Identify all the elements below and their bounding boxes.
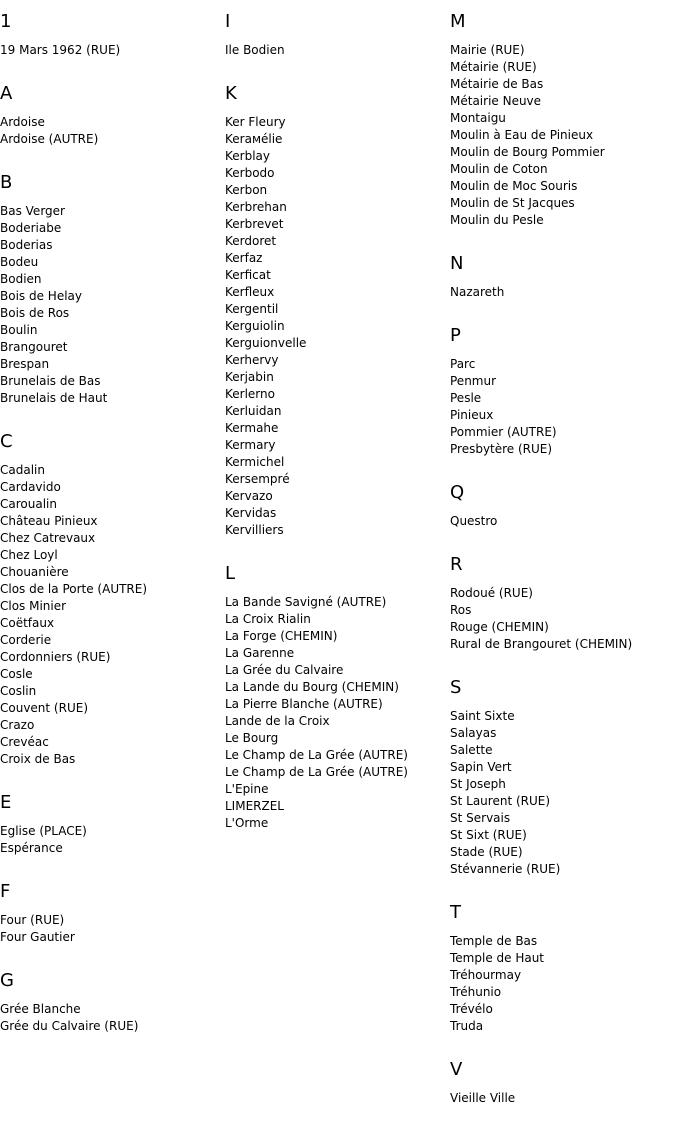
place-name-entry: Kerluidan <box>225 404 282 418</box>
place-name-entry: Chez Loyl <box>0 548 58 562</box>
index-section <box>0 792 222 857</box>
section-letter-heading: Q <box>450 482 465 503</box>
place-name-entry: Chez Catrevaux <box>0 531 96 545</box>
index-section <box>450 1059 672 1107</box>
place-name-entry: La Pierre Blanche (AUTRE) <box>225 697 383 711</box>
place-name-entry: Chouanière <box>0 565 69 579</box>
place-name-entry: Kerdoret <box>225 234 277 248</box>
place-name-entry: LIMERZEL <box>225 799 284 813</box>
place-name-entry: Corderie <box>0 633 52 647</box>
place-name-entry: Cardavido <box>0 480 61 494</box>
place-name-entry: Croix de Bas <box>0 752 76 766</box>
place-name-entry: St Servais <box>450 811 511 825</box>
place-name-entry: Four Gautier <box>0 930 75 944</box>
place-name-entry: Kerguionvelle <box>225 336 307 350</box>
place-name-entry: Clos Minier <box>0 599 67 613</box>
section-letter-heading: S <box>450 677 462 698</box>
place-name-entry: Tréhourmay <box>450 968 522 982</box>
index-section <box>450 677 672 878</box>
place-name-entry: Ile Bodien <box>225 43 285 57</box>
section-letter-heading: P <box>450 325 461 346</box>
place-name-entry: Le Champ de La Grée (AUTRE) <box>225 765 408 779</box>
place-name-entry: Kerguiolin <box>225 319 285 333</box>
section-letter-heading: M <box>450 11 466 32</box>
place-name-entry: Crazo <box>0 718 35 732</box>
place-name-entry: La Forge (CHEMIN) <box>225 629 338 643</box>
column-1 <box>0 11 222 1059</box>
place-name-entry: Kerjabin <box>225 370 274 384</box>
index-section <box>450 902 672 1035</box>
place-name-entry: Métairie (RUE) <box>450 60 537 74</box>
place-name-entry: Moulin de Coton <box>450 162 548 176</box>
place-name-entry: Kerbon <box>225 183 268 197</box>
place-name-entry: Stévannerie (RUE) <box>450 862 561 876</box>
place-name-entry: Pesle <box>450 391 482 405</box>
entry-list <box>450 513 672 530</box>
place-name-entry: Bas Verger <box>0 204 65 218</box>
place-name-entry: Boderias <box>0 238 53 252</box>
place-name-entry: Grée du Calvaire (RUE) <box>0 1019 139 1033</box>
place-name-entry: Kerblay <box>225 149 270 163</box>
place-name-entry: La Croix Rialin <box>225 612 311 626</box>
entry-list <box>225 42 447 59</box>
place-name-entry: Kerbodo <box>225 166 275 180</box>
place-name-entry: Coslin <box>0 684 37 698</box>
section-letter-heading: G <box>0 970 14 991</box>
entry-list <box>0 912 222 946</box>
place-name-entry: Kervilliers <box>225 523 284 537</box>
place-name-entry: Château Pinieux <box>0 514 98 528</box>
section-letter-heading: L <box>225 563 236 584</box>
index-section <box>225 83 447 539</box>
section-letter-heading: E <box>0 792 12 813</box>
place-name-entry: Mairie (RUE) <box>450 43 525 57</box>
place-name-entry: La Grée du Calvaire <box>225 663 344 677</box>
place-name-entry: Sapin Vert <box>450 760 512 774</box>
place-name-entry: Ker Fleury <box>225 115 286 129</box>
place-name-entry: Le Champ de La Grée (AUTRE) <box>225 748 408 762</box>
place-name-entry: Presbytère (RUE) <box>450 442 553 456</box>
section-letter-heading: N <box>450 253 464 274</box>
place-name-entry: Stade (RUE) <box>450 845 523 859</box>
place-name-entry: Cordonniers (RUE) <box>0 650 111 664</box>
place-name-entry: Moulin du Pesle <box>450 213 544 227</box>
index-section <box>450 482 672 530</box>
place-name-entry: Pinieux <box>450 408 494 422</box>
place-name-entry: Parc <box>450 357 476 371</box>
place-name-entry: Kerfleux <box>225 285 275 299</box>
place-name-entry: Questro <box>450 514 498 528</box>
place-name-entry: Trévélo <box>450 1002 493 1016</box>
place-name-entry: Le Bourg <box>225 731 279 745</box>
entry-list <box>225 114 447 539</box>
entry-list <box>450 585 672 653</box>
index-section <box>0 881 222 946</box>
place-name-entry: Bodeu <box>0 255 39 269</box>
place-name-entry: Bois de Helay <box>0 289 82 303</box>
place-name-entry: Tréhunio <box>450 985 502 999</box>
section-letter-heading: B <box>0 172 13 193</box>
place-name-entry: Lande de la Croix <box>225 714 330 728</box>
place-name-entry: Bois de Ros <box>0 306 70 320</box>
place-name-entry: Kerbrehan <box>225 200 287 214</box>
place-name-entry: Moulin de Bourg Pommier <box>450 145 605 159</box>
entry-list <box>0 203 222 407</box>
place-name-entry: Kerlerno <box>225 387 275 401</box>
place-name-entry: Salayas <box>450 726 497 740</box>
place-name-entry: La Lande du Bourg (CHEMIN) <box>225 680 399 694</box>
place-name-entry: Kermary <box>225 438 276 452</box>
place-name-entry: Grée Blanche <box>0 1002 81 1016</box>
place-name-entry: Rodoué (RUE) <box>450 586 533 600</box>
place-name-entry: Métairie Neuve <box>450 94 542 108</box>
section-letter-heading: C <box>0 431 13 452</box>
entry-list <box>0 462 222 768</box>
place-name-entry: Kervidas <box>225 506 277 520</box>
index-section <box>450 11 672 229</box>
column-2 <box>225 11 447 856</box>
place-name-entry: L'Orme <box>225 816 269 830</box>
index-section <box>450 253 672 301</box>
place-name-entry: Kervazo <box>225 489 273 503</box>
place-name-entry: Boulin <box>0 323 38 337</box>
place-name-entry: Brunelais de Haut <box>0 391 108 405</box>
index-section <box>225 563 447 832</box>
place-name-entry: Espérance <box>0 841 63 855</box>
section-letter-heading: F <box>0 881 11 902</box>
place-name-entry: La Garenne <box>225 646 295 660</box>
entry-list <box>450 284 672 301</box>
entry-list <box>0 42 222 59</box>
place-name-entry: Kerhervy <box>225 353 279 367</box>
place-name-entry: Boderiabe <box>0 221 62 235</box>
place-name-entry: Couvent (RUE) <box>0 701 89 715</box>
place-name-entry: Cosle <box>0 667 33 681</box>
place-name-entry: Brespan <box>0 357 50 371</box>
entry-list <box>0 114 222 148</box>
place-name-entry: Kerамélie <box>225 132 283 146</box>
entry-list <box>450 356 672 458</box>
index-section <box>225 11 447 59</box>
place-name-entry: L'Epine <box>225 782 269 796</box>
place-name-entry: St Sixt (RUE) <box>450 828 527 842</box>
section-letter-heading: A <box>0 83 13 104</box>
entry-list <box>450 1090 672 1107</box>
place-name-entry: Penmur <box>450 374 497 388</box>
place-name-entry: Rouge (CHEMIN) <box>450 620 549 634</box>
section-letter-heading: V <box>450 1059 463 1080</box>
index-section <box>450 554 672 653</box>
place-name-entry: Crevéac <box>0 735 49 749</box>
place-name-entry: Eglise (PLACE) <box>0 824 87 838</box>
place-name-entry: Kersempré <box>225 472 290 486</box>
place-name-entry: Kerfaz <box>225 251 263 265</box>
place-name-entry: Four (RUE) <box>0 913 65 927</box>
place-name-entry: Métairie de Bas <box>450 77 544 91</box>
place-name-entry: 19 Mars 1962 (RUE) <box>0 43 121 57</box>
place-name-entry: Truda <box>450 1019 484 1033</box>
place-name-entry: Rural de Brangouret (CHEMIN) <box>450 637 633 651</box>
index-section <box>0 11 222 59</box>
place-name-entry: Ros <box>450 603 472 617</box>
entry-list <box>0 823 222 857</box>
section-letter-heading: I <box>225 11 231 32</box>
place-name-entry: Saint Sixte <box>450 709 515 723</box>
place-name-entry: Moulin de St Jacques <box>450 196 575 210</box>
entry-list <box>450 933 672 1035</box>
place-name-entry: Kergentil <box>225 302 279 316</box>
column-3 <box>450 11 672 1131</box>
place-name-entry: Clos de la Porte (AUTRE) <box>0 582 148 596</box>
place-name-entry: Nazareth <box>450 285 505 299</box>
place-name-entry: St Laurent (RUE) <box>450 794 551 808</box>
place-name-entry: Bodien <box>0 272 42 286</box>
place-name-entry: Ardoise (AUTRE) <box>0 132 99 146</box>
place-name-entry: Temple de Bas <box>450 934 538 948</box>
place-name-entry: Kermichel <box>225 455 285 469</box>
index-section <box>0 970 222 1035</box>
place-name-entry: La Bande Savigné (AUTRE) <box>225 595 387 609</box>
place-name-entry: Kerficat <box>225 268 271 282</box>
place-name-entry: Temple de Haut <box>450 951 545 965</box>
place-name-entry: Cadalin <box>0 463 45 477</box>
index-section <box>0 172 222 407</box>
place-name-entry: Kerbrevet <box>225 217 284 231</box>
index-section <box>0 83 222 148</box>
section-letter-heading: T <box>450 902 461 923</box>
index-section <box>450 325 672 458</box>
place-name-entry: Kermahe <box>225 421 279 435</box>
entry-list <box>450 42 672 229</box>
place-name-entry: St Joseph <box>450 777 506 791</box>
section-letter-heading: 1 <box>0 11 12 32</box>
place-name-entry: Ardoise <box>0 115 45 129</box>
section-letter-heading: R <box>450 554 463 575</box>
entry-list <box>450 708 672 878</box>
place-name-entry: Montaigu <box>450 111 506 125</box>
index-section <box>0 431 222 768</box>
place-name-entry: Brunelais de Bas <box>0 374 101 388</box>
place-name-entry: Caroualin <box>0 497 57 511</box>
entry-list <box>225 594 447 832</box>
place-name-entry: Coëtfaux <box>0 616 55 630</box>
place-name-entry: Pommier (AUTRE) <box>450 425 557 439</box>
place-name-entry: Brangouret <box>0 340 68 354</box>
place-name-entry: Moulin à Eau de Pinieux <box>450 128 594 142</box>
entry-list <box>0 1001 222 1035</box>
place-name-entry: Salette <box>450 743 493 757</box>
place-name-entry: Vieille Ville <box>450 1091 516 1105</box>
place-name-entry: Moulin de Moc Souris <box>450 179 578 193</box>
section-letter-heading: K <box>225 83 237 104</box>
